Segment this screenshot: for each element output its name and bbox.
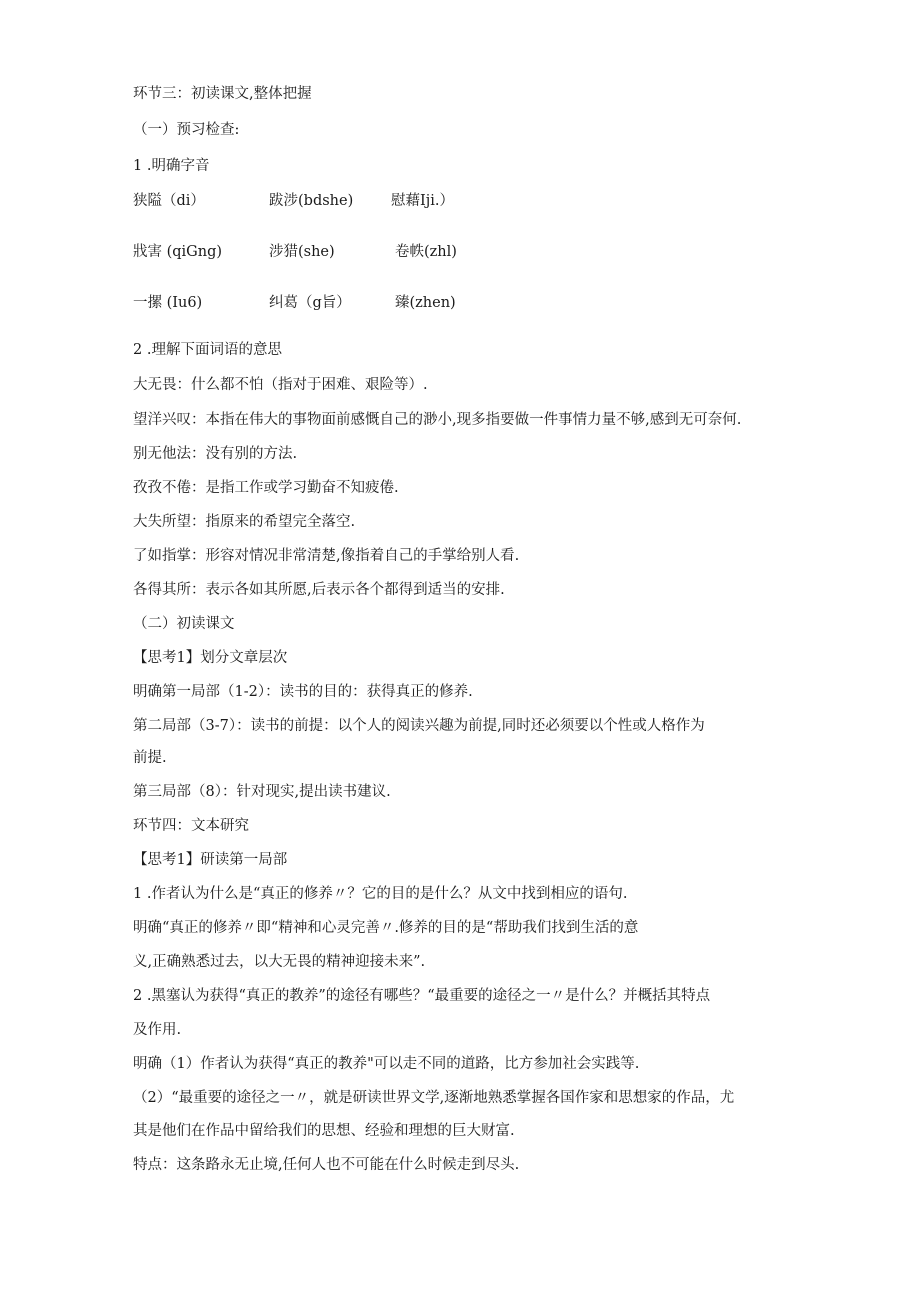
structure-line: 明确第一局部（1-2）：读书的目的：获得真正的修养.	[133, 684, 473, 700]
vocab-entry: 孜孜不倦：是指工作或学习勤奋不知疲倦.	[133, 480, 399, 496]
pronunciation-word: 臻(zhen)	[395, 295, 456, 311]
first-read-heading: （二）初读课文	[133, 616, 235, 632]
pronunciation-word: 一摞 (Iu6)	[133, 295, 203, 311]
answer-1-line: 义,正确熟悉过去，以大无畏的精神迎接未来”.	[133, 954, 426, 970]
vocab-entry: 了如指掌：形容对情况非常清楚,像指着自己的手掌给别人看.	[133, 548, 520, 564]
vocab-entry: 别无他法：没有别的方法.	[133, 446, 298, 462]
vocab-entry: 望洋兴叹：本指在伟大的事物面前感慨自己的渺小,现多指要做一件事情力量不够,感到无可奈何.	[133, 412, 742, 428]
section3-heading: 环节三：初读课文,整体把握	[133, 86, 312, 102]
vocab-entry: 各得其所：表示各如其所愿,后表示各个都得到适当的安排.	[133, 582, 505, 598]
section4-heading: 环节四：文本研究	[133, 818, 249, 834]
preview-heading: （一）预习检查:	[133, 122, 240, 138]
pronunciation-word: 跋涉(bdshe)	[269, 193, 354, 209]
pronunciation-row	[133, 191, 803, 211]
answer-2-line: （2）“最重要的途径之一〃，就是研读世界文学,逐渐地熟悉掌握各国作家和思想家的作品，尤	[133, 1090, 735, 1106]
vocab-entry: 大失所望：指原来的希望完全落空.	[133, 514, 356, 530]
answer-2-line: 其是他们在作品中留给我们的思想、经验和理想的巨大财富.	[133, 1123, 515, 1139]
question-2-line: 及作用.	[133, 1022, 182, 1038]
item2-heading: 2 .理解下面词语的意思	[133, 342, 282, 358]
answer-1-line: 明确“真正的修养〃即“精神和心灵完善〃.修养的目的是“帮助我们找到生活的意	[133, 920, 639, 936]
think1b-heading: 【思考1】研读第一局部	[133, 852, 288, 868]
question-1: 1 .作者认为什么是“真正的修养〃？它的目的是什么？从文中找到相应的语句.	[133, 886, 628, 902]
structure-line: 第三局部（8）：针对现实,提出读书建议.	[133, 784, 391, 800]
item1-heading: 1 .明确字音	[133, 158, 210, 174]
answer-2-line: 明确（1）作者认为获得“真正的教养"可以走不同的道路，比方参加社会实践等.	[133, 1056, 640, 1072]
pronunciation-row	[133, 293, 803, 313]
structure-line: 第二局部（3-7）：读书的前提：以个人的阅读兴趣为前提,同时还必须要以个性或人格作为	[133, 718, 705, 734]
pronunciation-word: 戕害 (qiGng)	[133, 244, 223, 260]
question-2-line: 2 .黑塞认为获得“真正的教养”的途径有哪些？“最重要的途径之一〃是什么？并概括其特点	[133, 988, 711, 1004]
structure-line: 前提.	[133, 750, 167, 766]
pronunciation-word: 涉猎(she)	[269, 244, 335, 260]
think1-heading: 【思考1】划分文章层次	[133, 650, 288, 666]
vocab-entry: 大无畏：什么都不怕（指对于困难、艰险等）.	[133, 377, 428, 393]
feature-line: 特点：这条路永无止境,任何人也不可能在什么时候走到尽头.	[133, 1157, 520, 1173]
pronunciation-word: 卷帙(zhl)	[395, 244, 457, 260]
pronunciation-word: 慰藉Iji.）	[391, 193, 454, 209]
pronunciation-word: 纠葛（g旨）	[269, 295, 351, 311]
pronunciation-row	[133, 242, 803, 262]
pronunciation-word: 狭隘（di）	[133, 193, 205, 209]
